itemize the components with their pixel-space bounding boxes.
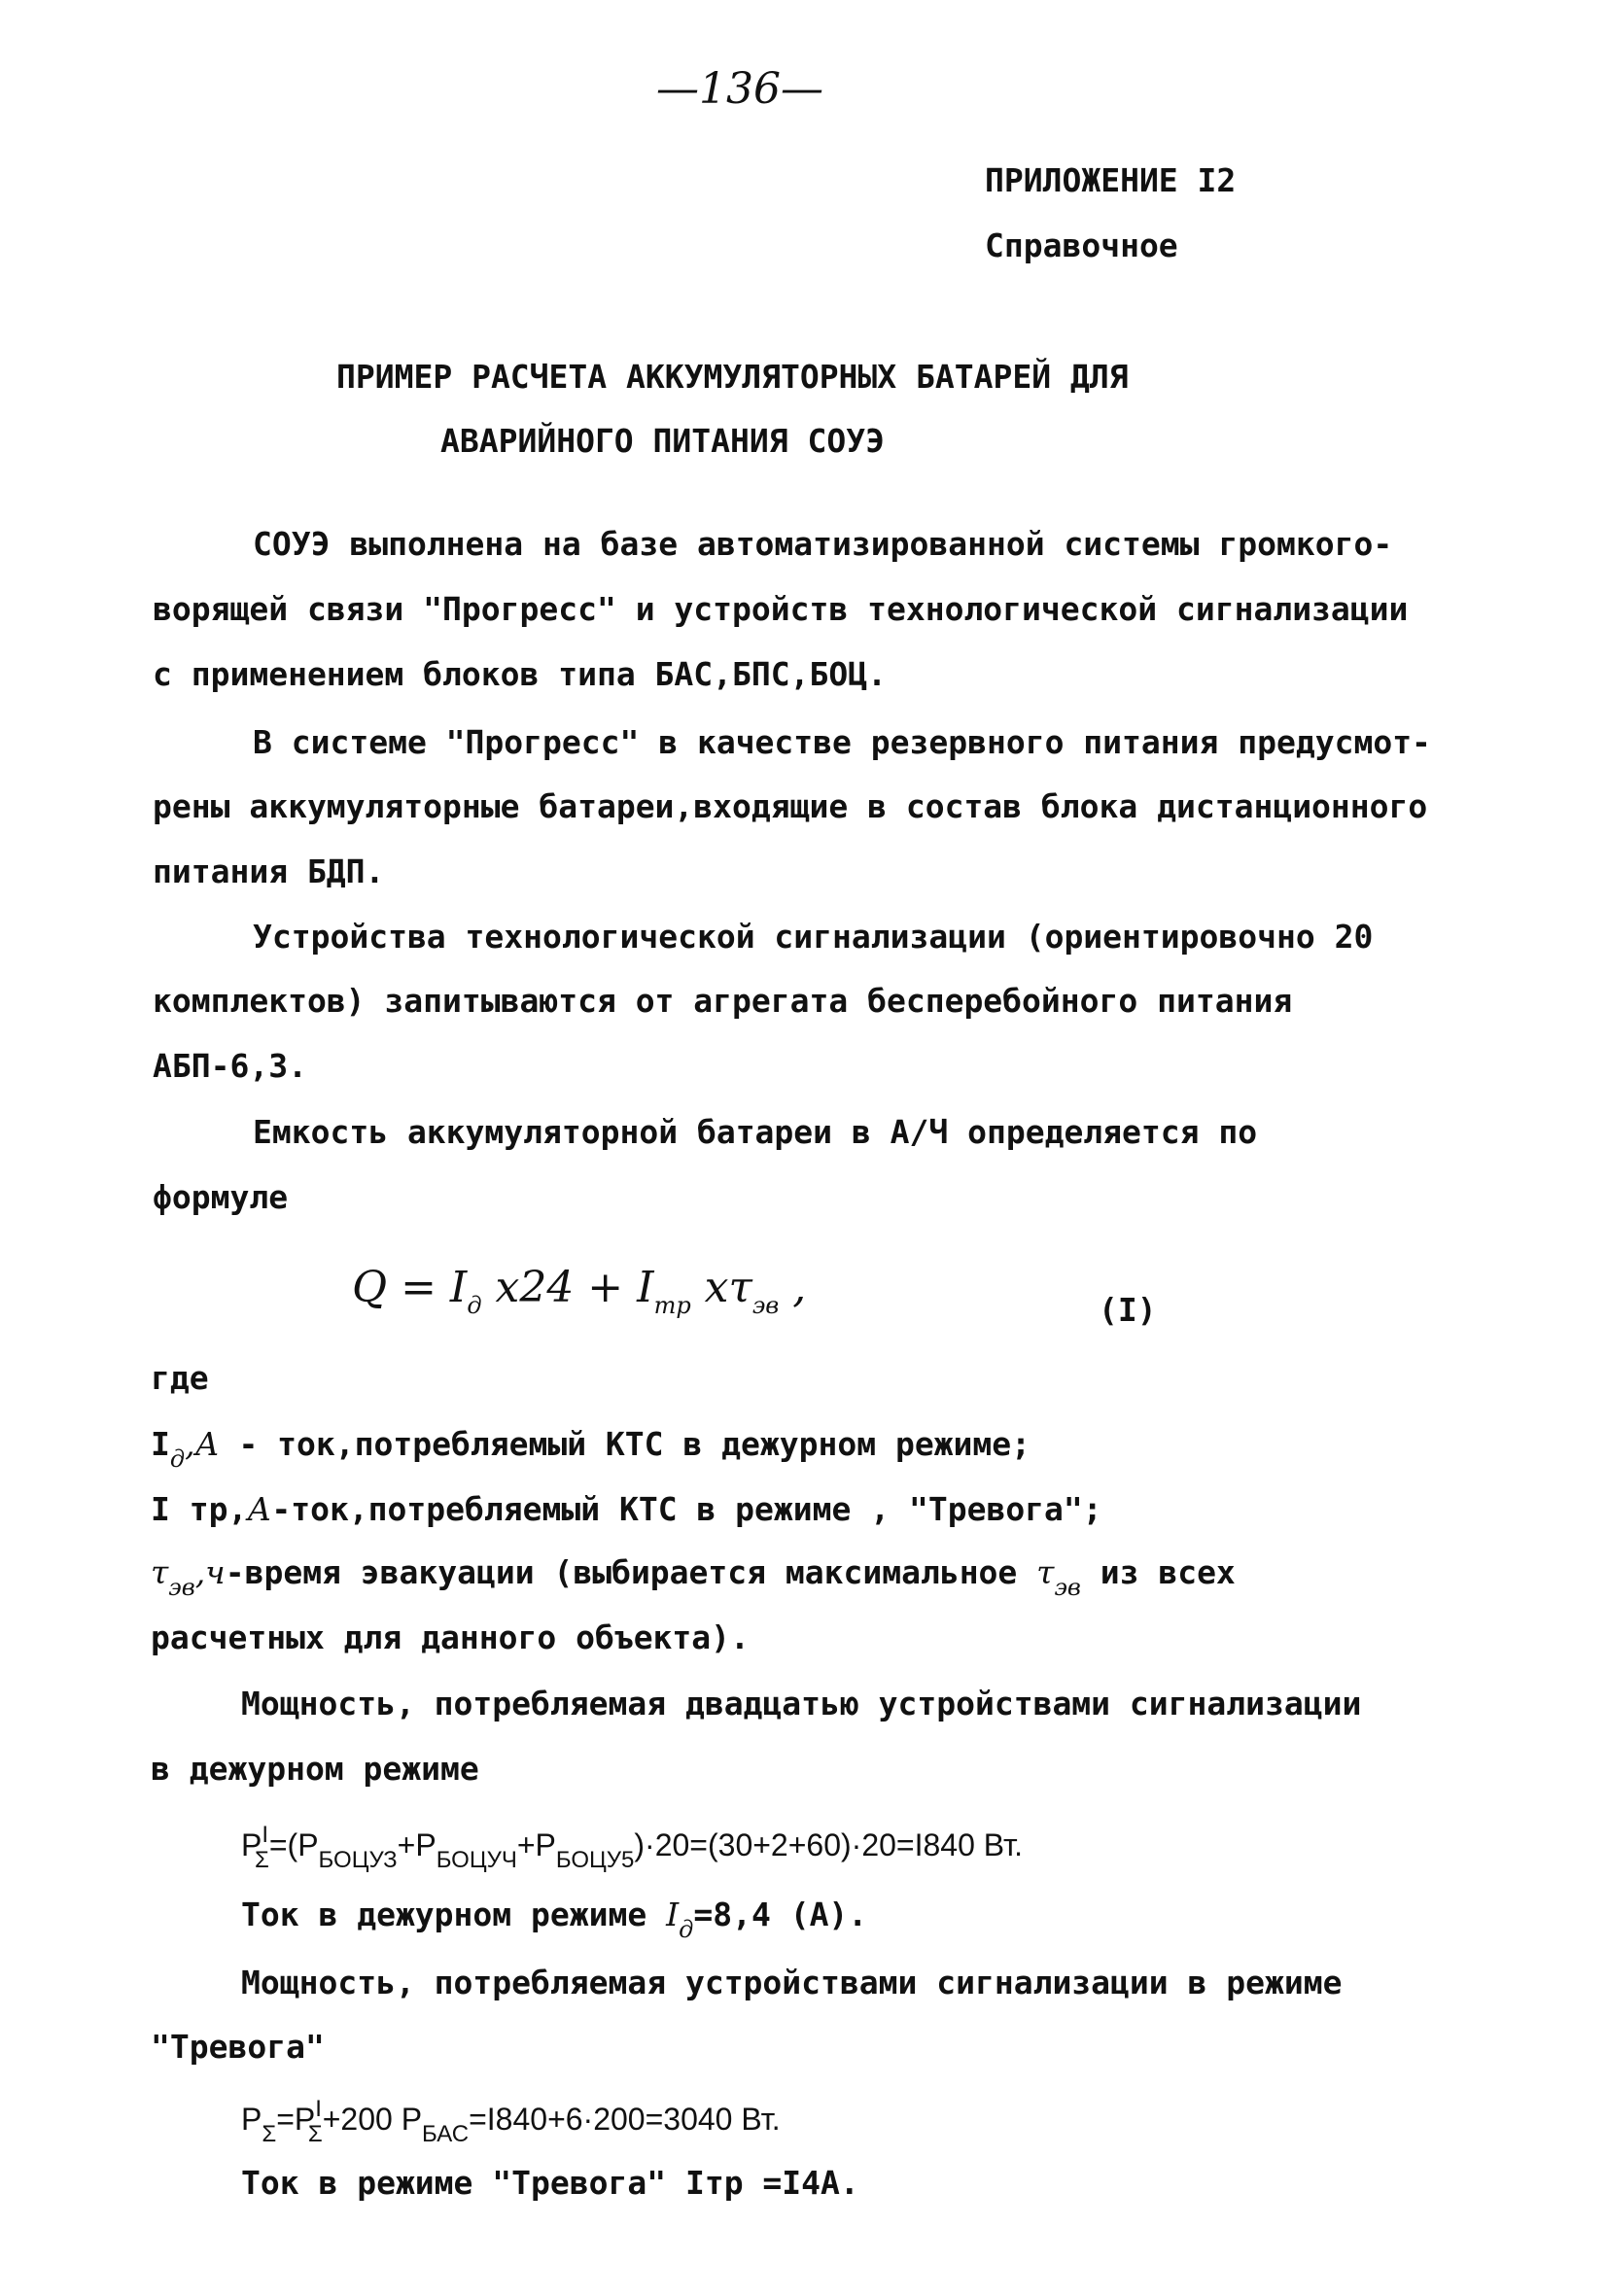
paragraph-5-line-2: в дежурном режиме: [151, 1750, 479, 1788]
paragraph-2-line-1: В системе "Прогресс" в качестве резервного питания предусмот-: [253, 723, 1431, 761]
paragraph-4-line-1: Емкость аккумуляторной батареи в А/Ч определяется по: [253, 1113, 1258, 1151]
duty-current-line: Ток в дежурном режиме $I_д=8,4$ (А).: [241, 1896, 868, 1943]
paragraph-6-line-1: Мощность, потребляемая устройствами сигнализации в режиме: [241, 1964, 1343, 2001]
paragraph-4-line-2: формуле: [153, 1178, 289, 1216]
definition-3-tail: расчетных для данного объекта).: [151, 1618, 750, 1656]
formula-capacity: $Q = I_д$ $х24 + I_{тр}$ $х\tau_{эв}$ ,: [352, 1263, 807, 1319]
formula-duty-power: $P^I_\Sigma=(P_{БОЦУЗ}+P_{БОЦУЧ}+P_{БОЦУ5})\cdot 20=(30+2+60)\cdot 20=I840$ Вт.: [241, 1822, 1024, 1873]
appendix-type: Справочное: [985, 226, 1178, 264]
definition-2: I тр,А-ток,потребляемый КТС в режиме , "Тревога";: [151, 1490, 1102, 1528]
alarm-current-line: Ток в режиме "Тревога" Iтр =I4А.: [241, 2164, 859, 2202]
paragraph-2-line-2: рены аккумуляторные батареи,входящие в состав блока дистанционного: [153, 787, 1428, 825]
paragraph-2-line-3: питания БДП.: [153, 852, 385, 890]
formula-alarm-power: $P_\Sigma=P^I_\Sigma+200$ $P_{БАС}=I840+6\cdot 200=3040$ Вт.: [241, 2096, 781, 2147]
where-label: где: [151, 1359, 209, 1397]
paragraph-3-line-3: АБП-6,3.: [153, 1047, 307, 1085]
paragraph-5-line-1: Мощность, потребляемая двадцатью устройствами сигнализации: [241, 1685, 1362, 1722]
paragraph-1-line-3: с применением блоков типа БАС,БПС,БОЦ.: [153, 655, 887, 693]
definition-3: $\tau_{эв},ч$-время эвакуации (выбирается максимальное $\tau_{эв}$ из всех: [151, 1553, 1236, 1601]
page-number: —136—: [656, 64, 823, 114]
title-line-2: АВАРИЙНОГО ПИТАНИЯ СОУЭ: [440, 422, 885, 460]
paragraph-1-line-1: СОУЭ выполнена на базе автоматизированной системы громкого-: [253, 525, 1393, 563]
paragraph-6-line-2: "Тревога": [151, 2028, 325, 2066]
definition-1: $I_д,А$ - ток,потребляемый КТС в дежурном режиме;: [151, 1425, 1031, 1473]
title-line-1: ПРИМЕР РАСЧЕТА АККУМУЛЯТОРНЫХ БАТАРЕЙ ДЛЯ: [336, 358, 1129, 396]
paragraph-1-line-2: ворящей связи "Прогресс" и устройств технологической сигнализации: [153, 590, 1409, 628]
formula-number: (I): [1099, 1291, 1157, 1329]
paragraph-3-line-2: комплектов) запитываются от агрегата бесперебойного питания: [153, 982, 1293, 1020]
paragraph-3-line-1: Устройства технологической сигнализации (ориентировочно 20: [253, 918, 1374, 956]
appendix-label: ПРИЛОЖЕНИЕ I2: [985, 161, 1237, 199]
